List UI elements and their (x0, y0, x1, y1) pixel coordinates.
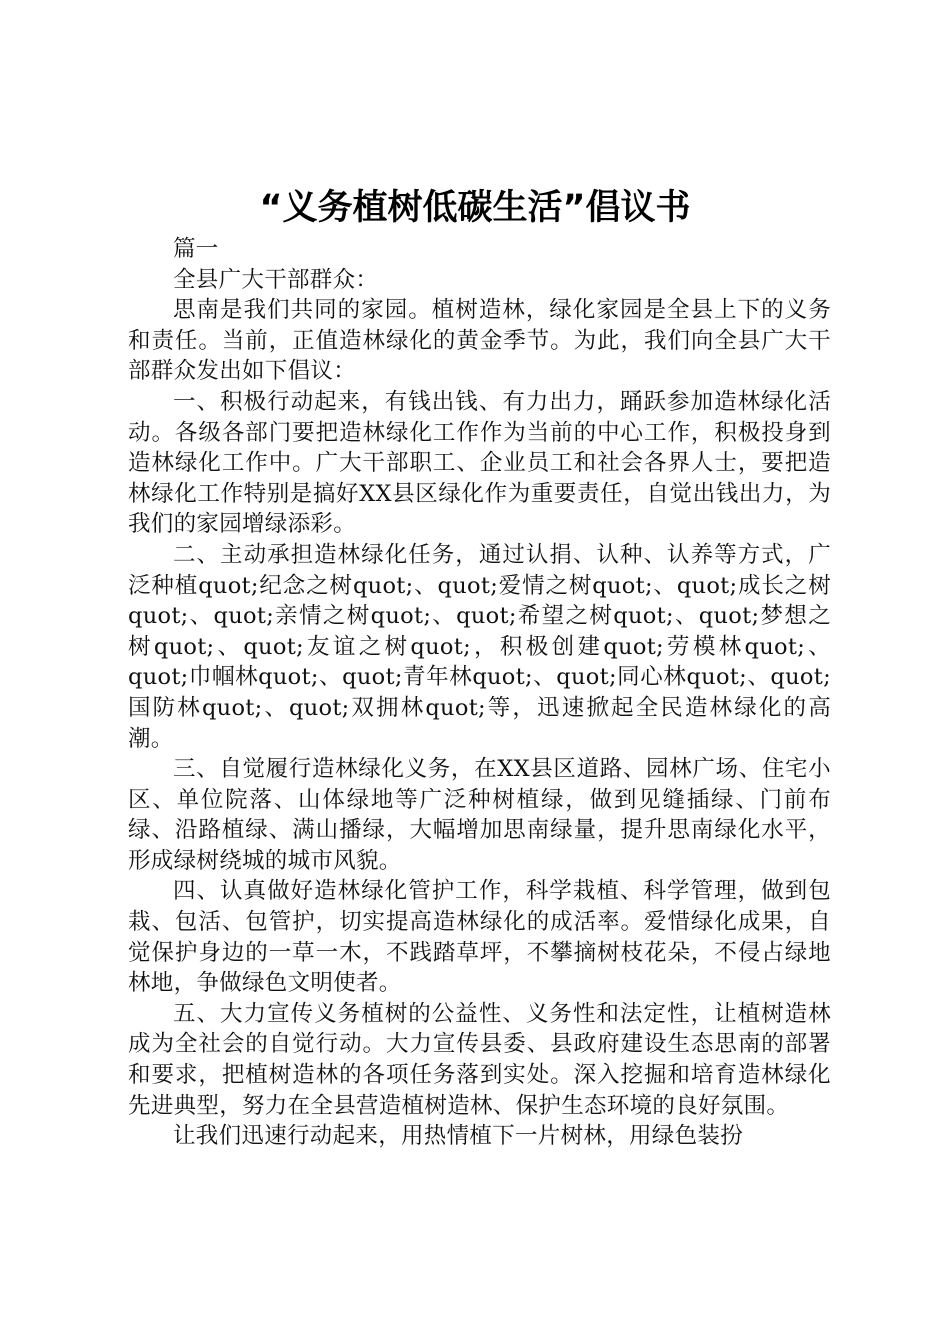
body-paragraph: 三、自觉履行造林绿化义务，在XX县区道路、园林广场、住宅小区、单位院落、山体绿地等广泛种树植绿，做到见缝插绿、门前布绿、沿路植绿、满山播绿，大幅增加思南绿量，提升思南绿化水平，形成绿树绕城的城市风貌。 (128, 756, 831, 874)
section-label: 篇一 (173, 236, 219, 262)
body-paragraph: 二、主动承担造林绿化任务，通过认捐、认种、认养等方式，广泛种植quot;纪念之树quot;、quot;爱情之树quot;、quot;成长之树quot;、quot;亲情之树quot;、quot;希望之树quot;、quot;梦想之树quot;、quot;友谊之树quot;，积极创建quot;劳模林quot;、quot;巾帼林quot;、quot;青年林quot;、quot;同心林quot;、quot;国防林quot;、quot;双拥林quot;等，迅速掀起全民造林绿化的高潮。 (128, 541, 831, 752)
body-paragraph: 让我们迅速行动起来，用热情植下一片树林，用绿色装扮 (173, 1123, 744, 1150)
body-paragraph: 一、积极行动起来，有钱出钱、有力出力，踊跃参加造林绿化活动。各级各部门要把造林绿化工作作为当前的中心工作，积极投身到造林绿化工作中。广大干部职工、企业员工和社会各界人士，要把造林绿化工作特别是搞好XX县区绿化作为重要责任，自觉出钱出力，为我们的家园增绿添彩。 (128, 388, 831, 538)
document-title: “义务植树低碳生活”倡议书 (259, 188, 691, 228)
body-paragraph: 思南是我们共同的家园。植树造林，绿化家园是全县上下的义务和责任。当前，正值造林绿化的黄金季节。为此，我们向全县广大干部群众发出如下倡议： (128, 297, 831, 385)
body-paragraph: 四、认真做好造林绿化管护工作，科学栽植、科学管理，做到包栽、包活、包管护，切实提高造林绿化的成活率。爱惜绿化成果，自觉保护身边的一草一木，不践踏草坪，不攀摘树枝花朵，不侵占绿地林地，争做绿色文明使者。 (128, 878, 831, 997)
document-body (128, 234, 831, 1152)
salutation: 全县广大干部群众： (173, 266, 379, 293)
body-paragraph: 五、大力宣传义务植树的公益性、义务性和法定性，让植树造林成为全社会的自觉行动。大力宣传县委、县政府建设生态思南的部署和要求，把植树造林的各项任务落到实处。深入挖掘和培育造林绿化先进典型，努力在全县营造植树造林、保护生态环境的良好氛围。 (128, 1000, 831, 1119)
